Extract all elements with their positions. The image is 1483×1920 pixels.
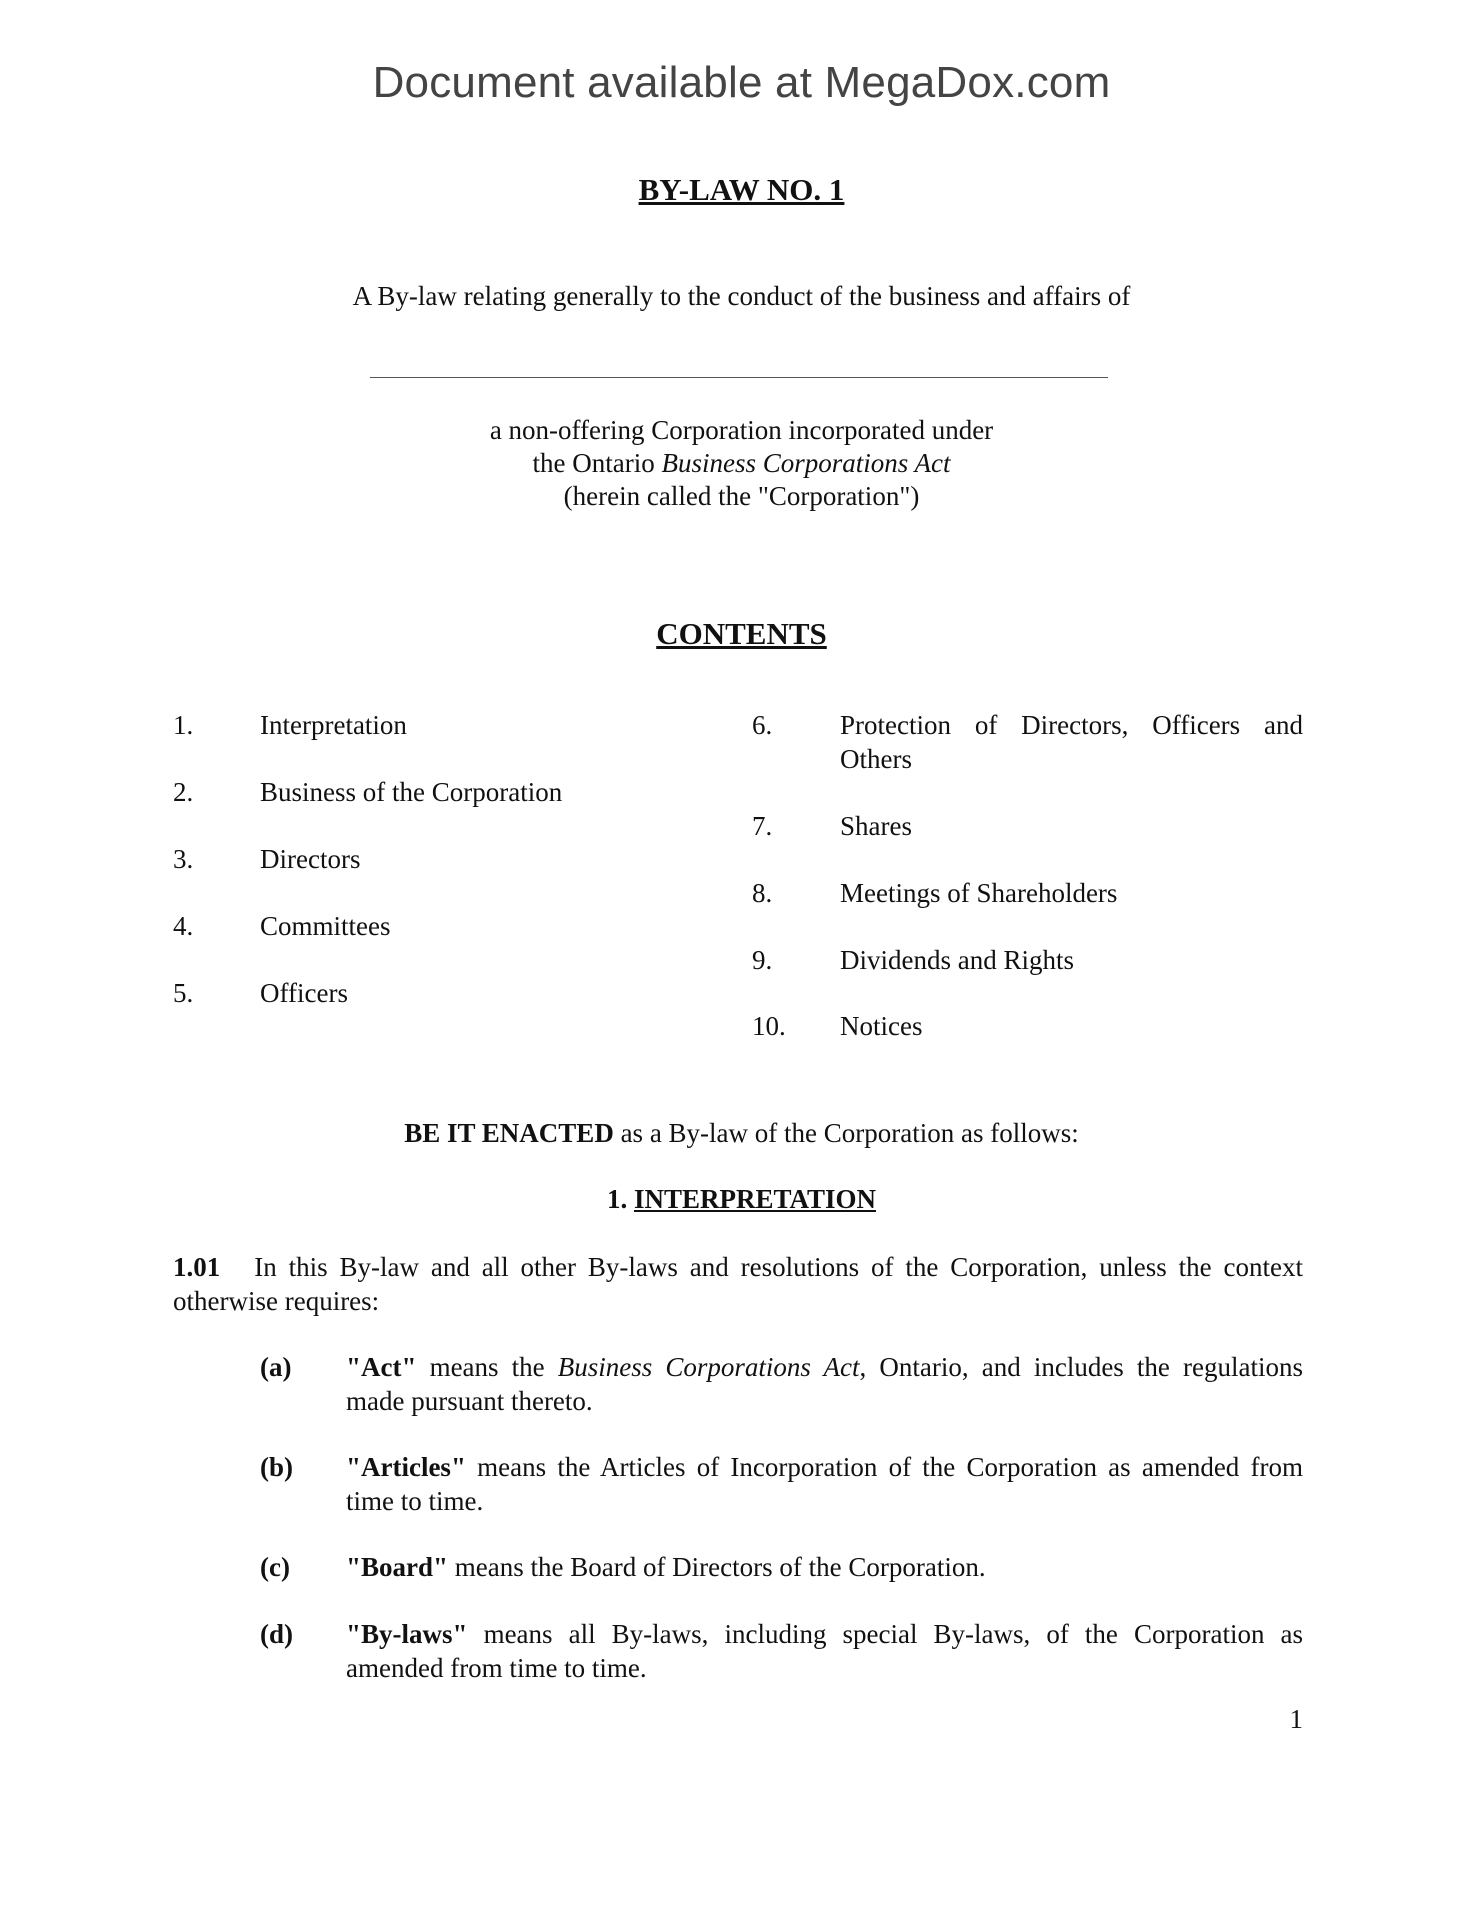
toc-item-number: 5. — [173, 978, 194, 1008]
definition-act — [346, 1350, 1303, 1418]
watermark-banner: Document available at MegaDox.com — [372, 58, 1111, 107]
corporation-name-blank-line — [370, 377, 1108, 378]
toc-item-number: 2. — [173, 777, 194, 807]
definition-text: means all By-laws, including special By-laws, of the Corporation as amended from time to time. — [346, 1619, 1303, 1683]
section-heading-interpretation — [0, 1184, 1483, 1215]
definition-articles — [346, 1450, 1303, 1518]
toc-item-label: Directors — [260, 844, 361, 874]
definition-text: means the Board of Directors of the Corporation. — [448, 1552, 986, 1582]
toc-item-number: 8. — [752, 878, 773, 908]
toc-item-number: 3. — [173, 844, 194, 874]
toc-item-number: 9. — [752, 945, 773, 975]
definition-by-laws — [346, 1617, 1303, 1685]
page-title: BY-LAW NO. 1 — [638, 172, 845, 207]
toc-item-number: 4. — [173, 911, 194, 941]
definition-letter: (a) — [260, 1352, 292, 1382]
toc-item-label: Business of the Corporation — [260, 777, 563, 807]
intro-text: A By-law relating generally to the conduct of the business and affairs of — [352, 281, 1131, 311]
corp-desc-line-2-prefix: the Ontario — [532, 448, 662, 478]
corporation-description — [0, 414, 1483, 513]
corp-desc-line-2 — [0, 447, 1483, 480]
enactment-bold: BE IT ENACTED — [404, 1118, 614, 1148]
section-number: 1. — [606, 1184, 634, 1214]
definition-letter: (c) — [260, 1552, 290, 1582]
enactment-rest: as a By-law of the Corporation as follows: — [613, 1118, 1079, 1148]
toc-item-label: Notices — [840, 1011, 923, 1041]
toc-item-label: Meetings of Shareholders — [840, 878, 1118, 908]
definition-letter: (b) — [260, 1452, 293, 1482]
definition-text: means the — [416, 1352, 558, 1382]
toc-item-label: Others — [840, 744, 912, 774]
definition-text: , Ontario, and includes the regulations made pursuant thereto. — [346, 1352, 1303, 1416]
definition-text: means the Articles of Incorporation of the Corporation as amended from time to time. — [346, 1452, 1303, 1516]
toc-item-label: Shares — [840, 811, 912, 841]
definition-letter: (d) — [260, 1619, 293, 1649]
paragraph-number: 1.01 — [173, 1252, 221, 1282]
definition-term: "Board" — [346, 1552, 448, 1582]
definition-term: "By-laws" — [346, 1619, 468, 1649]
page-number: 1 — [1289, 1704, 1303, 1734]
corp-desc-line-1: a non-offering Corporation incorporated under — [489, 415, 994, 445]
toc-item-label: Officers — [260, 978, 348, 1008]
contents-heading: CONTENTS — [656, 616, 827, 651]
definition-term: "Act" — [346, 1352, 417, 1382]
paragraph-text: In this By-law and all other By-laws and resolutions of the Corporation, unless the context otherwise requires: — [173, 1252, 1303, 1316]
toc-item-number: 1. — [173, 710, 194, 740]
toc-item-label: Committees — [260, 911, 391, 941]
toc-item-number: 10. — [752, 1011, 786, 1041]
toc-item-number: 7. — [752, 811, 773, 841]
toc-item-label: Interpretation — [260, 710, 407, 740]
paragraph-1-01 — [173, 1250, 1303, 1318]
toc-item-number: 6. — [752, 710, 773, 740]
toc-item-label: Protection of Directors, Officers and — [840, 710, 1303, 740]
toc-item-label: Dividends and Rights — [840, 945, 1074, 975]
definition-term: "Articles" — [346, 1452, 466, 1482]
section-title: INTERPRETATION — [633, 1184, 877, 1214]
definition-italic: Business Corporations Act — [557, 1352, 860, 1382]
definition-board — [346, 1550, 1303, 1584]
corp-desc-line-3: (herein called the "Corporation") — [563, 481, 920, 511]
enactment-clause — [0, 1118, 1483, 1149]
act-name-italic: Business Corporations Act — [661, 448, 951, 478]
